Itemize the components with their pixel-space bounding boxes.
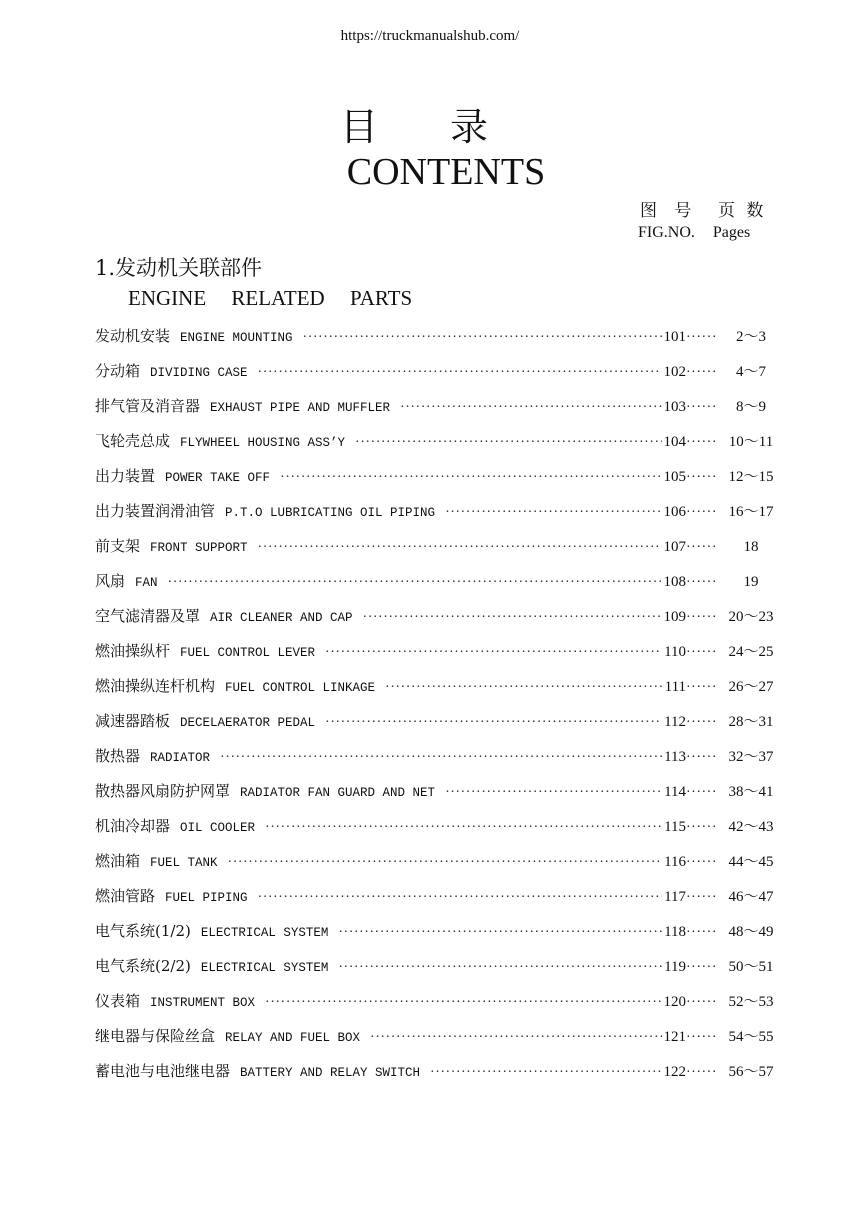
section-title-english: ENGINE RELATED PARTS bbox=[128, 286, 413, 310]
dot-leader bbox=[265, 990, 661, 1016]
entry-pages: 8～9 bbox=[735, 399, 766, 415]
entry-title-chinese: 燃油操纵杆 bbox=[95, 642, 171, 660]
entry-pages: 28～31 bbox=[728, 714, 774, 730]
toc-entry[interactable] bbox=[95, 603, 785, 638]
entry-title-english: FLYWHEEL HOUSING ASS’Y bbox=[180, 436, 346, 450]
entry-fig-number: 102 bbox=[663, 364, 687, 380]
dot-leader bbox=[258, 535, 662, 561]
entry-title-english: ELECTRICAL SYSTEM bbox=[200, 926, 329, 940]
toc-entry[interactable] bbox=[95, 568, 785, 603]
entry-title-english: RADIATOR FAN GUARD AND NET bbox=[240, 786, 436, 800]
fig-no-header-cn: 图 号 bbox=[640, 201, 692, 221]
entry-fig-number: 121 bbox=[663, 1029, 687, 1045]
entry-title-chinese: 前支架 bbox=[95, 537, 141, 555]
entry-fig-number: 110 bbox=[664, 644, 687, 660]
entry-pages: 16～17 bbox=[728, 504, 774, 520]
entry-title-chinese: 继电器与保险丝盒 bbox=[95, 1027, 216, 1045]
entry-pages: 4～7 bbox=[735, 364, 766, 380]
dot-separator bbox=[686, 1060, 717, 1086]
entry-pages: 54～55 bbox=[728, 1029, 774, 1045]
fig-no-header-en: FIG.NO. bbox=[638, 224, 695, 241]
dot-leader bbox=[363, 605, 662, 631]
dot-separator bbox=[686, 745, 717, 771]
entry-fig-number: 122 bbox=[663, 1064, 687, 1080]
entry-title-chinese: 电气系统(2/2) bbox=[95, 957, 191, 975]
toc-entry[interactable] bbox=[95, 778, 785, 813]
page-title-chinese: 目录 bbox=[339, 105, 560, 149]
toc-entry[interactable] bbox=[95, 393, 785, 428]
dot-separator bbox=[686, 850, 717, 876]
entry-fig-number: 103 bbox=[663, 399, 687, 415]
entry-pages: 18 bbox=[743, 539, 759, 555]
entry-pages: 10～11 bbox=[728, 434, 774, 450]
dot-separator bbox=[686, 710, 717, 736]
toc-entry[interactable] bbox=[95, 883, 785, 918]
entry-title-english: RELAY AND FUEL BOX bbox=[225, 1031, 361, 1045]
dot-separator bbox=[686, 325, 717, 351]
entry-title-chinese: 发动机安装 bbox=[95, 327, 171, 345]
entry-pages: 46～47 bbox=[728, 889, 774, 905]
entry-pages: 56～57 bbox=[728, 1064, 774, 1080]
entry-fig-number: 118 bbox=[664, 924, 687, 940]
page-title-english: CONTENTS bbox=[346, 151, 546, 193]
dot-leader bbox=[445, 500, 661, 526]
entry-fig-number: 104 bbox=[663, 434, 687, 450]
entry-pages: 19 bbox=[743, 574, 759, 590]
entry-title-english: BATTERY AND RELAY SWITCH bbox=[240, 1066, 421, 1080]
dot-separator bbox=[686, 955, 717, 981]
dot-separator bbox=[686, 360, 717, 386]
entry-title-chinese: 燃油箱 bbox=[95, 852, 141, 870]
column-headers-english bbox=[638, 224, 750, 242]
entry-title-chinese: 空气滤清器及罩 bbox=[95, 607, 201, 625]
entry-title-chinese: 蓄电池与电池继电器 bbox=[95, 1062, 231, 1080]
toc-entry[interactable] bbox=[95, 673, 785, 708]
dot-leader bbox=[400, 395, 661, 421]
entry-pages: 32～37 bbox=[728, 749, 774, 765]
dot-leader bbox=[445, 780, 662, 806]
dot-separator bbox=[686, 815, 717, 841]
toc-entry[interactable] bbox=[95, 323, 785, 358]
entry-title-chinese: 散热器风扇防护网罩 bbox=[95, 782, 231, 800]
entry-pages: 50～51 bbox=[728, 959, 774, 975]
entry-fig-number: 119 bbox=[664, 959, 687, 975]
contents-list bbox=[95, 323, 785, 1093]
column-headers-chinese bbox=[640, 196, 763, 221]
entry-title-chinese: 出力装置 bbox=[95, 467, 156, 485]
dot-leader bbox=[430, 1060, 661, 1086]
entry-pages: 44～45 bbox=[728, 854, 774, 870]
header-url[interactable]: https://truckmanualshub.com/ bbox=[340, 28, 520, 44]
entry-pages: 20～23 bbox=[728, 609, 774, 625]
entry-fig-number: 112 bbox=[664, 714, 687, 730]
toc-entry[interactable] bbox=[95, 498, 785, 533]
entry-fig-number: 108 bbox=[663, 574, 687, 590]
dot-separator bbox=[686, 885, 717, 911]
toc-entry[interactable] bbox=[95, 848, 785, 883]
entry-title-chinese: 燃油操纵连杆机构 bbox=[95, 677, 216, 695]
dot-separator bbox=[686, 780, 717, 806]
toc-entry[interactable] bbox=[95, 1058, 785, 1093]
entry-title-english: AIR CLEANER AND CAP bbox=[210, 611, 353, 625]
toc-entry[interactable] bbox=[95, 358, 785, 393]
entry-pages: 52～53 bbox=[728, 994, 774, 1010]
entry-title-english: DECELAERATOR PEDAL bbox=[180, 716, 316, 730]
dot-leader bbox=[370, 1025, 661, 1051]
dot-leader bbox=[220, 745, 662, 771]
entry-fig-number: 114 bbox=[664, 784, 687, 800]
entry-fig-number: 117 bbox=[664, 889, 687, 905]
dot-leader bbox=[265, 815, 662, 841]
entry-title-english: FUEL PIPING bbox=[165, 891, 248, 905]
dot-leader bbox=[385, 675, 663, 701]
dot-separator bbox=[686, 570, 717, 596]
dot-leader bbox=[325, 640, 662, 666]
entry-fig-number: 101 bbox=[663, 329, 687, 345]
entry-pages: 42～43 bbox=[728, 819, 774, 835]
entry-fig-number: 107 bbox=[663, 539, 687, 555]
dot-separator bbox=[686, 465, 717, 491]
entry-title-chinese: 飞轮壳总成 bbox=[95, 432, 171, 450]
entry-title-english: RADIATOR bbox=[150, 751, 211, 765]
dot-leader bbox=[258, 885, 663, 911]
entry-fig-number: 106 bbox=[663, 504, 687, 520]
entry-title-chinese: 分动箱 bbox=[95, 362, 141, 380]
toc-entry[interactable] bbox=[95, 708, 785, 743]
pages-header-cn: 页 数 bbox=[718, 201, 764, 221]
dot-leader bbox=[303, 325, 662, 351]
dot-leader bbox=[338, 955, 662, 981]
dot-separator bbox=[686, 920, 717, 946]
entry-title-english: INSTRUMENT BOX bbox=[150, 996, 256, 1010]
entry-fig-number: 111 bbox=[664, 679, 687, 695]
dot-leader bbox=[258, 360, 662, 386]
entry-pages: 48～49 bbox=[728, 924, 774, 940]
entry-title-english: DIVIDING CASE bbox=[150, 366, 248, 380]
dot-separator bbox=[686, 500, 717, 526]
pages-header-en: Pages bbox=[712, 224, 751, 241]
dot-separator bbox=[686, 1025, 717, 1051]
section-title-chinese: 1.发动机关联部件 bbox=[95, 256, 263, 280]
entry-title-chinese: 电气系统(1/2) bbox=[95, 922, 191, 940]
entry-fig-number: 109 bbox=[663, 609, 687, 625]
entry-title-english: OIL COOLER bbox=[180, 821, 256, 835]
dot-separator bbox=[686, 395, 717, 421]
entry-title-chinese: 减速器踏板 bbox=[95, 712, 171, 730]
entry-title-english: FUEL CONTROL LINKAGE bbox=[225, 681, 376, 695]
entry-title-english: P.T.O LUBRICATING OIL PIPING bbox=[225, 506, 436, 520]
dot-leader bbox=[228, 850, 663, 876]
entry-title-chinese: 机油冷却器 bbox=[95, 817, 171, 835]
entry-title-chinese: 风扇 bbox=[95, 572, 126, 590]
entry-title-english: FRONT SUPPORT bbox=[150, 541, 248, 555]
entry-fig-number: 120 bbox=[663, 994, 687, 1010]
toc-entry[interactable] bbox=[95, 953, 785, 988]
entry-pages: 2～3 bbox=[735, 329, 766, 345]
entry-title-chinese: 排气管及消音器 bbox=[95, 397, 201, 415]
toc-entry[interactable] bbox=[95, 918, 785, 953]
dot-leader bbox=[325, 710, 662, 736]
entry-title-english: FAN bbox=[135, 576, 158, 590]
entry-pages: 38～41 bbox=[728, 784, 774, 800]
entry-fig-number: 115 bbox=[664, 819, 687, 835]
dot-separator bbox=[686, 430, 717, 456]
toc-entry[interactable] bbox=[95, 988, 785, 1023]
toc-entry[interactable] bbox=[95, 533, 785, 568]
dot-separator bbox=[686, 990, 717, 1016]
entry-title-english: FUEL CONTROL LEVER bbox=[180, 646, 316, 660]
toc-entry[interactable] bbox=[95, 743, 785, 778]
entry-title-english: ELECTRICAL SYSTEM bbox=[200, 961, 329, 975]
toc-entry[interactable] bbox=[95, 638, 785, 673]
entry-title-english: ENGINE MOUNTING bbox=[180, 331, 293, 345]
dot-leader bbox=[338, 920, 662, 946]
dot-leader bbox=[280, 465, 661, 491]
entry-fig-number: 105 bbox=[663, 469, 687, 485]
entry-title-chinese: 散热器 bbox=[95, 747, 141, 765]
entry-pages: 26～27 bbox=[728, 679, 774, 695]
toc-entry[interactable] bbox=[95, 463, 785, 498]
dot-separator bbox=[686, 675, 717, 701]
entry-title-english: FUEL TANK bbox=[150, 856, 218, 870]
dot-separator bbox=[686, 535, 717, 561]
entry-title-chinese: 燃油管路 bbox=[95, 887, 156, 905]
entry-fig-number: 116 bbox=[664, 854, 687, 870]
dot-leader bbox=[355, 430, 661, 456]
entry-title-english: EXHAUST PIPE AND MUFFLER bbox=[210, 401, 391, 415]
dot-separator bbox=[686, 640, 717, 666]
entry-pages: 24～25 bbox=[728, 644, 774, 660]
toc-entry[interactable] bbox=[95, 1023, 785, 1058]
entry-fig-number: 113 bbox=[664, 749, 687, 765]
entry-pages: 12～15 bbox=[728, 469, 774, 485]
entry-title-chinese: 出力装置润滑油管 bbox=[95, 502, 216, 520]
entry-title-english: POWER TAKE OFF bbox=[165, 471, 271, 485]
toc-entry[interactable] bbox=[95, 813, 785, 848]
entry-title-chinese: 仪表箱 bbox=[95, 992, 141, 1010]
dot-separator bbox=[686, 605, 717, 631]
dot-leader bbox=[168, 570, 662, 596]
toc-entry[interactable] bbox=[95, 428, 785, 463]
